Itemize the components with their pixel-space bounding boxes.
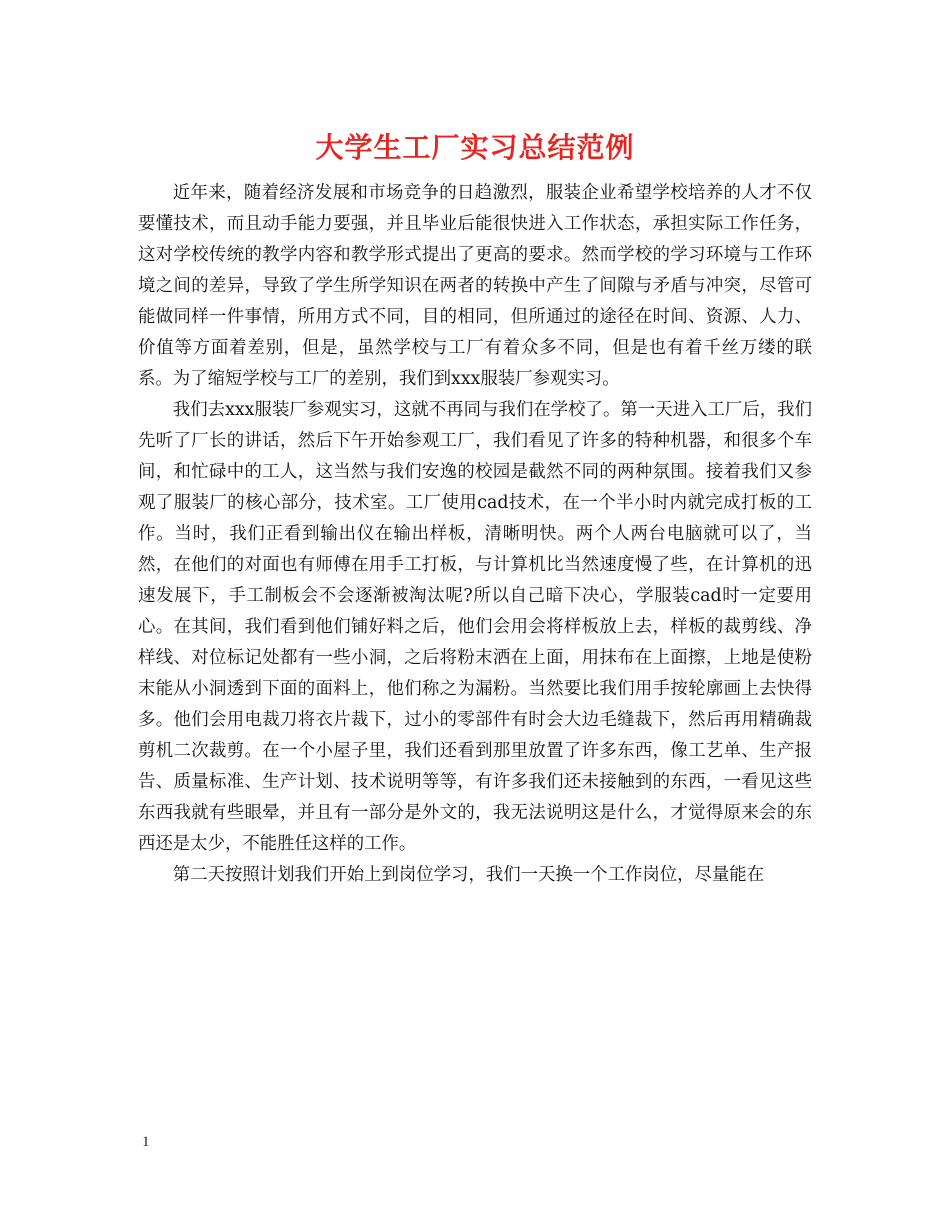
paragraph-2: 我们去xxx服装厂参观实习，这就不再同与我们在学校了。第一天进入工厂后，我们先听了厂长的讲话，然后下午开始参观工厂，我们看见了许多的特种机器，和很多个车间，和忙碌中的工人，这当然与我们安逸的校园是截然不同的两种氛围。接着我们又参观了服装厂的核心部分，技术室。工厂使用cad技术，在一个半小时内就完成打板的工作。当时，我们正看到输出仪在输出样板，清晰明快。两个人两台电脑就可以了，当然，在他们的对面也有师傅在用手工打板，与计算机比当然速度慢了些，在计算机的迅速发展下，手工制板会不会逐渐被淘汰呢?所以自己暗下决心，学服装cad时一定要用心。在其间，我们看到他们铺好料之后，他们会用会将样板放上去，样板的裁剪线、净样线、对位标记处都有一些小洞，之后将粉末洒在上面，用抹布在上面擦，上地是使粉末能从小洞透到下面的面料上，他们称之为漏粉。当然要比我们用手按轮廓画上去快得多。他们会用电裁刀将衣片裁下，过小的零部件有时会大边毛缝裁下，然后再用精确裁剪机二次裁剪。在一个小屋子里，我们还看到那里放置了许多东西，像工艺单、生产报告、质量标准、生产计划、技术说明等等，有许多我们还未接触到的东西，一看见这些东西我就有些眼晕，并且有一部分是外文的，我无法说明这是什么，才觉得原来会的东西还是太少，不能胜任这样的工作。	[138, 400, 812, 854]
paragraph-3: 第二天按照计划我们开始上到岗位学习，我们一天换一个工作岗位，尽量能在	[172, 865, 765, 885]
document-body	[138, 178, 812, 891]
paragraph-1: 近年来，随着经济发展和市场竞争的日趋激烈，服装企业希望学校培养的人才不仅要懂技术，而且动手能力要强，并且毕业后能很快进入工作状态，承担实际工作任务，这对学校传统的教学内容和教学形式提出了更高的要求。然而学校的学习环境与工作环境之间的差异，导致了学生所学知识在两者的转换中产生了间隙与矛盾与冲突，尽管可能做同样一件事情，所用方式不同，目的相同，但所通过的途径在时间、资源、人力、价值等方面着差别，但是，虽然学校与工厂有着众多不同，但是也有着千丝万缕的联系。为了缩短学校与工厂的差别，我们到xxx服装厂参观实习。	[138, 183, 812, 389]
document-title: 大学生工厂实习总结范例	[315, 131, 635, 164]
page-number: 1	[142, 1134, 150, 1150]
